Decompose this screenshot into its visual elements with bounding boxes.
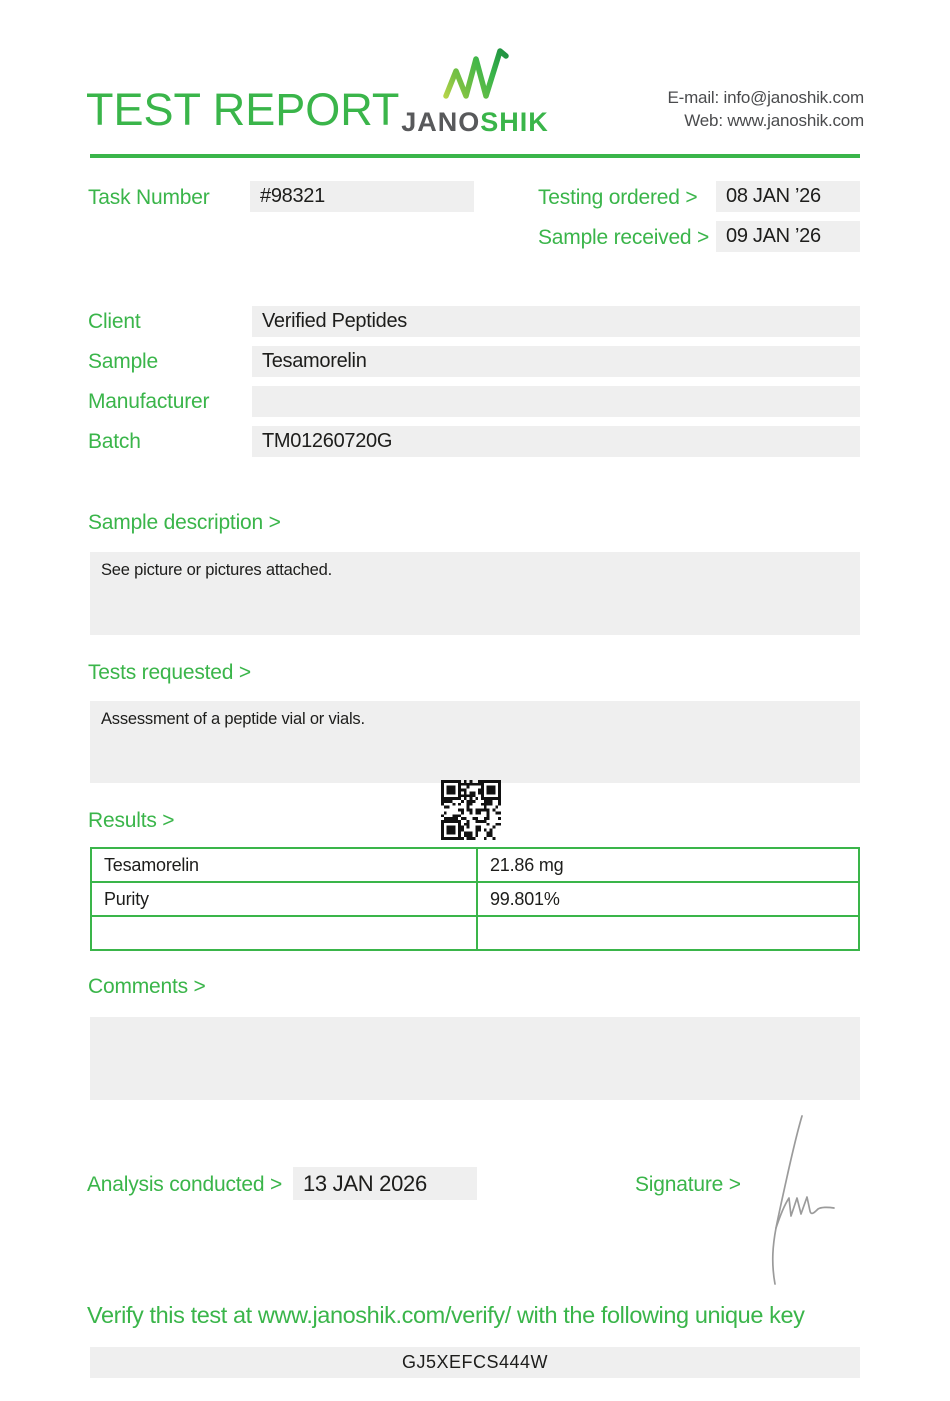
logo [400, 42, 550, 138]
manufacturer-value [252, 386, 860, 417]
signature-label: Signature > [635, 1173, 741, 1196]
result-row-name: Purity [92, 883, 476, 915]
sample-description-box: See picture or pictures attached. [90, 552, 860, 635]
client-value: Verified Peptides [252, 306, 860, 337]
logo-text-jano: JANO [401, 107, 481, 137]
result-row-value [478, 917, 858, 949]
testing-ordered-value: 08 JAN ’26 [716, 181, 860, 212]
verify-text: Verify this test at www.janoshik.com/verify/ with the following unique key [87, 1302, 805, 1328]
client-label: Client [88, 310, 141, 333]
sample-value: Tesamorelin [252, 346, 860, 377]
tests-requested-box: Assessment of a peptide vial or vials. [90, 701, 860, 783]
contact-web: Web: www.janoshik.com [684, 111, 864, 130]
batch-value: TM01260720G [252, 426, 860, 457]
batch-label: Batch [88, 430, 141, 453]
manufacturer-label: Manufacturer [88, 390, 210, 413]
result-row-name [92, 917, 476, 949]
result-row-name: Tesamorelin [92, 849, 476, 881]
tests-requested-label: Tests requested > [88, 661, 251, 684]
comments-box [90, 1017, 860, 1100]
task-number-value: #98321 [250, 181, 474, 212]
page-title: TEST REPORT [86, 84, 400, 135]
results-table [90, 847, 860, 951]
unique-key-value: GJ5XEFCS444W [90, 1347, 860, 1378]
comments-label: Comments > [88, 975, 206, 998]
sample-received-label: Sample received > [538, 226, 710, 249]
task-number-label: Task Number [88, 186, 210, 209]
sample-description-label: Sample description > [88, 511, 281, 534]
analysis-conducted-label: Analysis conducted > [87, 1173, 283, 1196]
logo-chart-icon [433, 87, 517, 104]
qr-code [441, 780, 501, 840]
testing-ordered-label: Testing ordered > [538, 186, 698, 209]
contact-email: E-mail: info@janoshik.com [667, 88, 864, 107]
signature-image [758, 1112, 850, 1292]
logo-wordmark [400, 107, 550, 138]
header-divider [90, 154, 860, 158]
sample-received-value: 09 JAN ’26 [716, 221, 860, 252]
sample-label: Sample [88, 350, 159, 373]
analysis-date-value: 13 JAN 2026 [293, 1167, 477, 1200]
result-row-value: 21.86 mg [478, 849, 858, 881]
logo-text-shik: SHIK [480, 107, 549, 137]
contact-info [668, 86, 865, 132]
results-label: Results > [88, 809, 175, 832]
result-row-value: 99.801% [478, 883, 858, 915]
